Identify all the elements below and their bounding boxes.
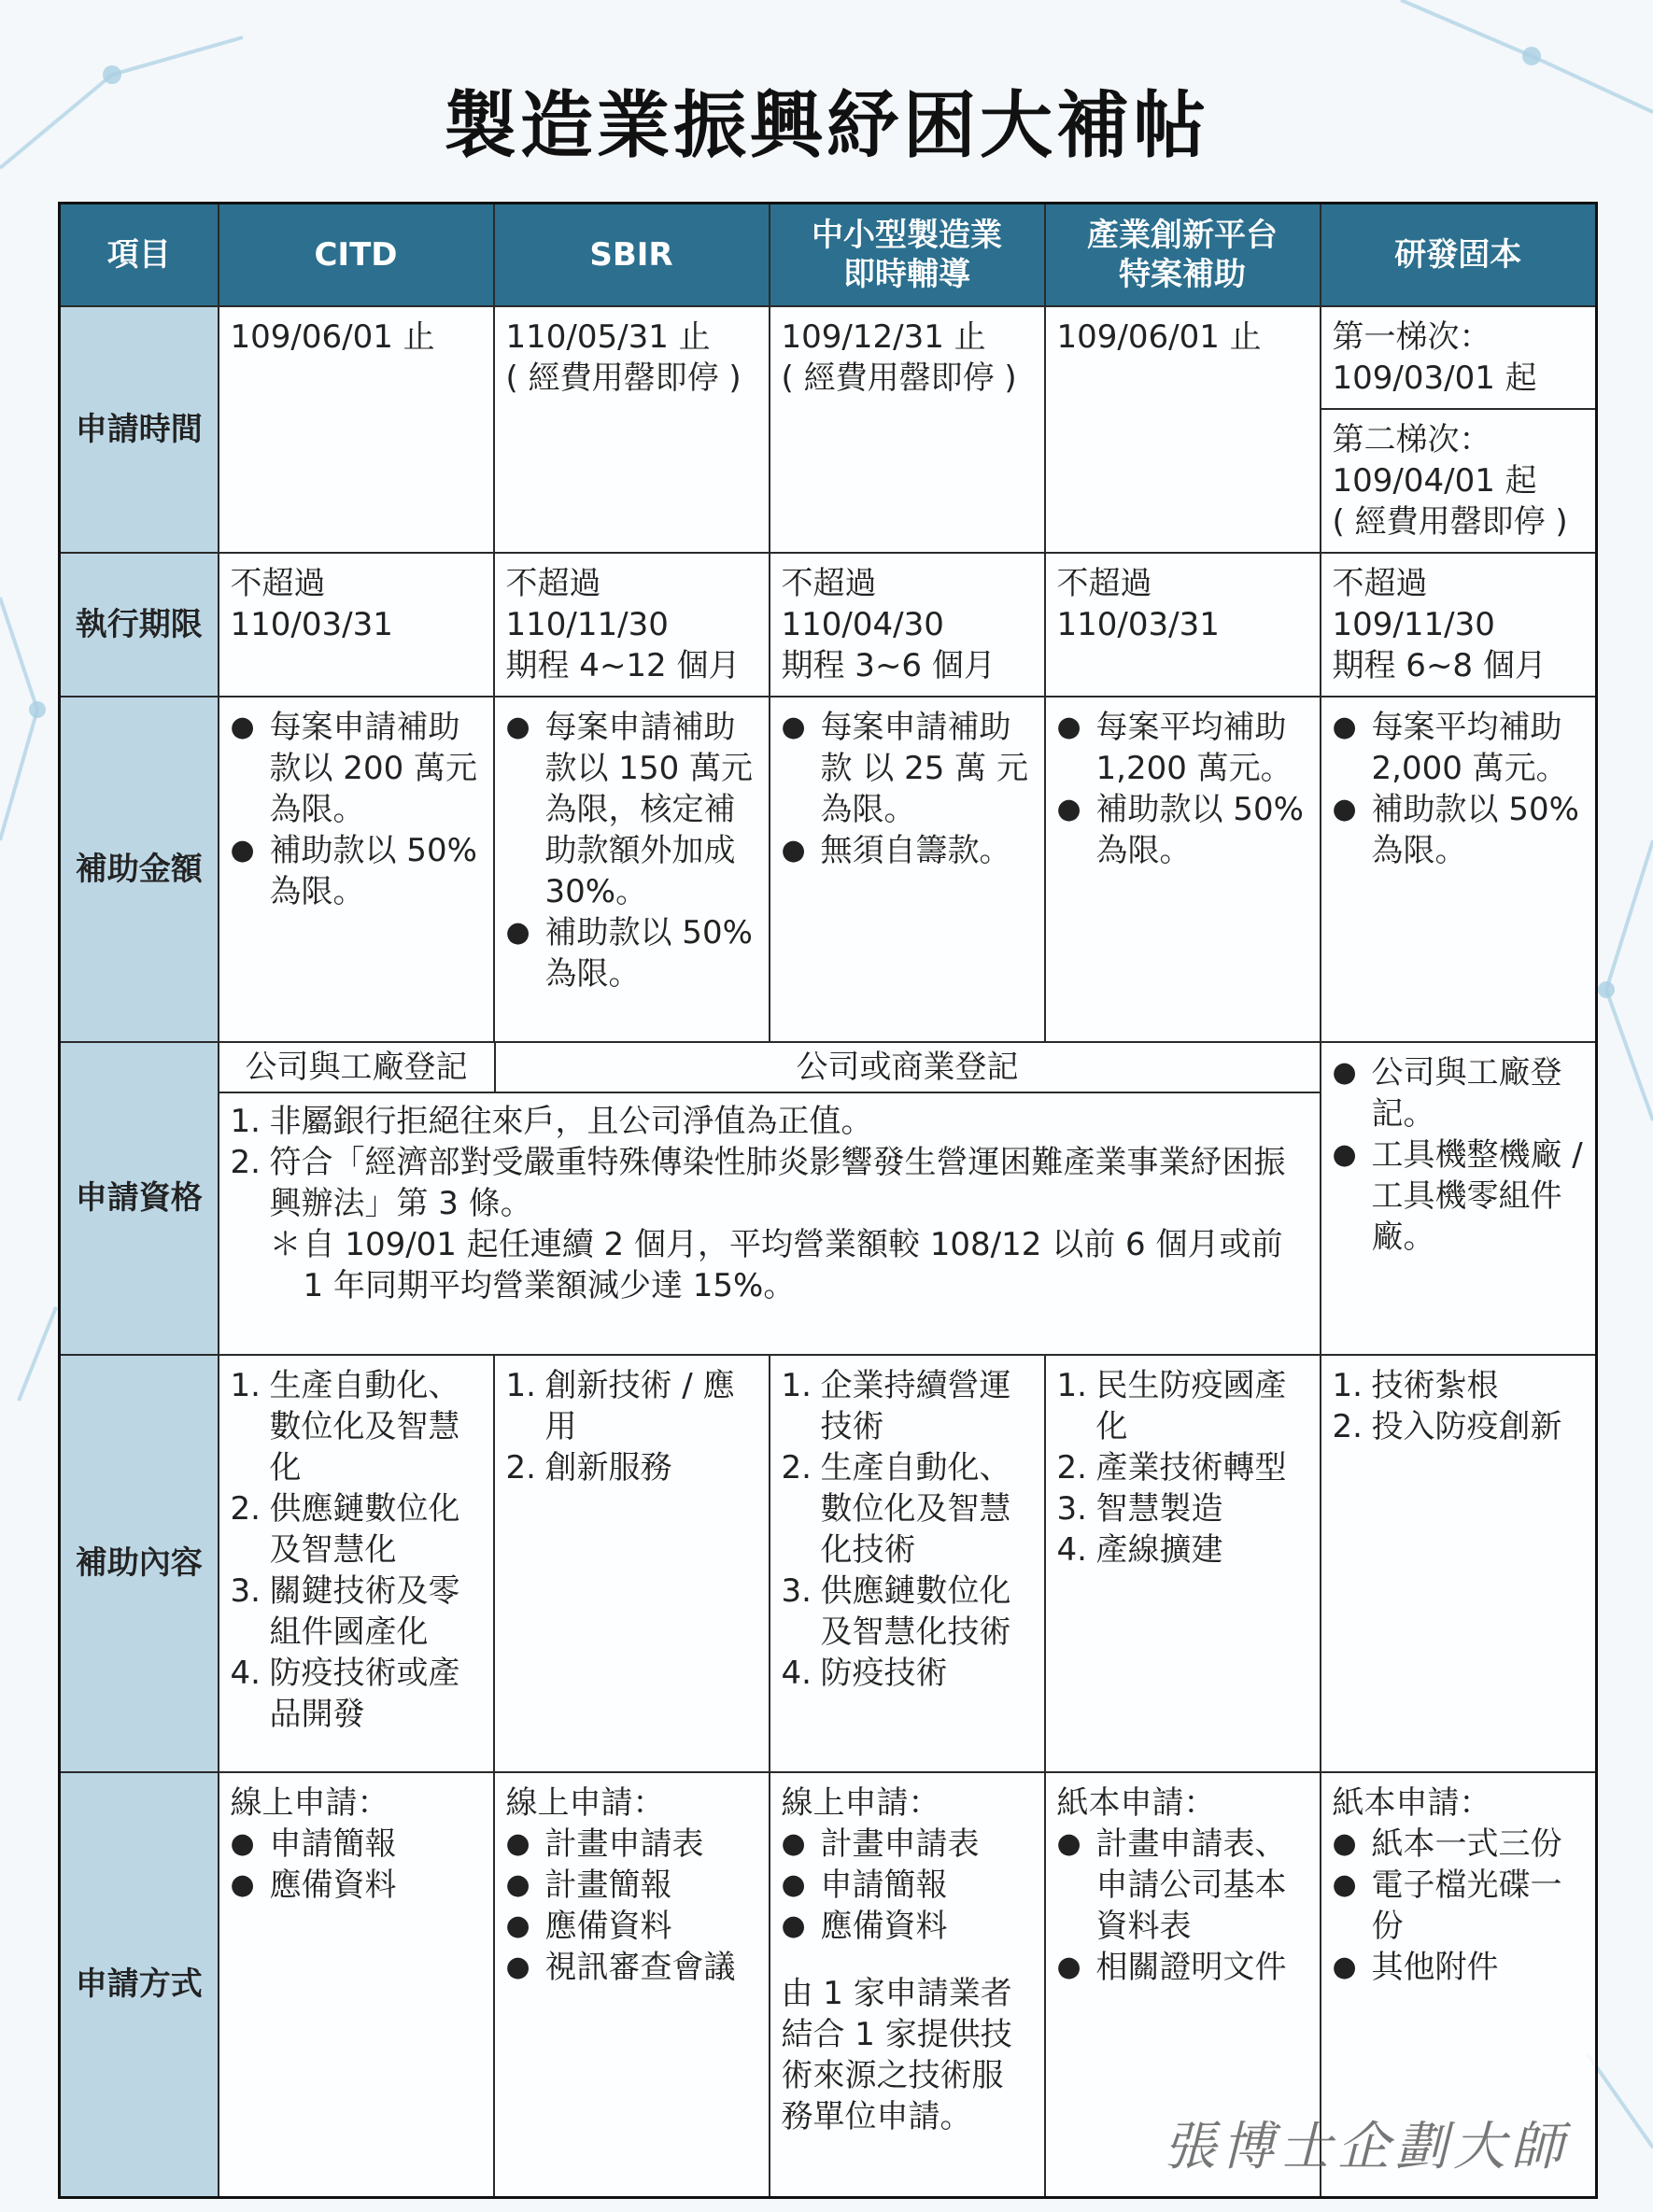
list-item: 1. 創新技術 / 應用 (505, 1366, 735, 1445)
apply-time-platform: 109/06/01 止 (1045, 306, 1321, 553)
method-citd: 線上申請： ● 申請簡報 ● 應備資料 (219, 1772, 494, 2198)
list-item: ● 電子檔光碟一份 (1333, 1865, 1585, 1947)
amount-platform (1045, 697, 1321, 1042)
qualification-rd (1321, 1042, 1597, 1355)
qualification-list (231, 1101, 1308, 1224)
amount-sbir (494, 697, 770, 1042)
header-sbir: SBIR (494, 204, 770, 306)
list-item: 1. 民生防疫國產化 (1056, 1366, 1287, 1445)
list-item: ● 補助款以 50% 為限。 (506, 912, 757, 994)
list-item: ● 公司與工廠登記。 (1333, 1052, 1585, 1134)
row-label-content: 補助內容 (60, 1355, 219, 1772)
period-rd: 不超過 109/11/30 期程 6~8 個月 (1321, 553, 1597, 697)
list-item: 2. 供應鏈數位化及智慧化 (230, 1489, 460, 1569)
list-item: ● 補助款以 50% 為限。 (1057, 789, 1308, 871)
amount-citd (219, 697, 494, 1042)
qualification-note: ＊ 自 109/01 起任連續 2 個月，平均營業額較 108/12 以前 6 個月或前 1 年同期平均營業額減少達 15%。 (269, 1225, 1283, 1304)
method-sme: 線上申請： ● 計畫申請表 ● 申請簡報 ● 應備資料 由 1 家申請業者結合 1 家提供技術來源之技術服務單位申請。 (770, 1772, 1045, 2198)
citd-registration: 公司與工廠登記 (219, 1043, 496, 1092)
sme-method-note: 由 1 家申請業者結合 1 家提供技術來源之技術服務單位申請。 (781, 1974, 1012, 2135)
period-citd: 不超過 110/03/31 (219, 553, 494, 697)
list-item: ● 補助款以 50% 為限。 (231, 830, 482, 912)
list-item: ● 無須自籌款。 (782, 830, 1033, 871)
apply-time-sbir: 110/05/31 止 ( 經費用罄即停 ) (494, 306, 770, 553)
header-sme: 中小型製造業 即時輔導 (770, 204, 1045, 306)
header-rd: 研發固本 (1321, 204, 1597, 306)
asterisk-icon: ＊ (269, 1225, 302, 1263)
list-item: 2. 符合「經濟部對受嚴重特殊傳染性肺炎影響發生營運困難產業事業紓困振興辦法」第 3 條。 (230, 1143, 1286, 1222)
subsidy-comparison-table (58, 202, 1598, 2199)
list-item: ● 應備資料 (231, 1865, 482, 1906)
apply-time-sme: 109/12/31 止 ( 經費用罄即停 ) (770, 306, 1045, 553)
list-item: 4. 產線擴建 (1056, 1530, 1223, 1569)
period-sbir: 不超過 110/11/30 期程 4~12 個月 (494, 553, 770, 697)
list-item: ● 申請簡報 (782, 1865, 1033, 1906)
list-item: 1. 生產自動化、數位化及智慧化 (230, 1366, 460, 1486)
list-item: ● 工具機整機廠 / 工具機零組件廠。 (1333, 1134, 1585, 1258)
row-label-qualification: 申請資格 (60, 1042, 219, 1355)
table-header-row (60, 204, 1597, 306)
list-item: ● 視訊審查會議 (506, 1947, 757, 1988)
amount-sme (770, 697, 1045, 1042)
list-item: ● 補助款以 50% 為限。 (1333, 789, 1585, 871)
row-label-amount: 補助金額 (60, 697, 219, 1042)
row-apply-time (60, 306, 1597, 553)
rd-phase-2: 第二梯次： 109/04/01 起 ( 經費用罄即停 ) (1332, 420, 1568, 541)
list-item: 2. 投入防疫創新 (1332, 1407, 1562, 1445)
row-label-method: 申請方式 (60, 1772, 219, 2198)
apply-time-citd: 109/06/01 止 (219, 306, 494, 553)
content-rd (1321, 1355, 1597, 1772)
list-item: ● 計畫申請表、申請公司基本資料表 (1057, 1824, 1308, 1947)
row-content (60, 1355, 1597, 1772)
content-sme (770, 1355, 1045, 1772)
rd-phase-1: 第一梯次： 109/03/01 起 (1321, 307, 1596, 410)
header-platform: 產業創新平台 特案補助 (1045, 204, 1321, 306)
list-item: ● 相關證明文件 (1057, 1947, 1308, 1988)
list-item: ● 計畫申請表 (782, 1824, 1033, 1865)
header-citd: CITD (219, 204, 494, 306)
row-label-period: 執行期限 (60, 553, 219, 697)
list-item: ● 紙本一式三份 (1333, 1824, 1585, 1865)
apply-time-rd (1321, 306, 1597, 553)
amount-rd (1321, 697, 1597, 1042)
list-item: 3. 智慧製造 (1056, 1489, 1223, 1528)
row-label-apply-time: 申請時間 (60, 306, 219, 553)
list-item: 1. 企業持續營運技術 (781, 1366, 1011, 1445)
qualification-shared (219, 1042, 1321, 1355)
row-period (60, 553, 1597, 697)
row-qualification (60, 1042, 1597, 1355)
period-platform: 不超過 110/03/31 (1045, 553, 1321, 697)
list-item: 2. 產業技術轉型 (1056, 1448, 1287, 1486)
list-item: ● 每案申請補助款 以 25 萬 元為限。 (782, 707, 1033, 830)
list-item: 4. 防疫技術或產品開發 (230, 1654, 460, 1733)
list-item: ● 每案申請補助款以 200 萬元為限。 (231, 707, 482, 830)
list-item: ● 每案平均補助 2,000 萬元。 (1333, 707, 1585, 789)
content-sbir (494, 1355, 770, 1772)
list-item: 2. 創新服務 (505, 1448, 672, 1486)
header-item: 項目 (60, 204, 219, 306)
list-item: 3. 關鍵技術及零組件國產化 (230, 1571, 460, 1651)
list-item: ● 每案平均補助 1,200 萬元。 (1057, 707, 1308, 789)
list-item: 1. 技術紮根 (1332, 1366, 1499, 1404)
registration-requirements (219, 1043, 1320, 1093)
list-item: 4. 防疫技術 (781, 1654, 948, 1692)
method-sbir: 線上申請： ● 計畫申請表 ● 計畫簡報 ● 應備資料 ● 視訊審查會議 (494, 1772, 770, 2198)
list-item: ● 應備資料 (782, 1906, 1033, 1947)
list-item: 3. 供應鏈數位化及智慧化技術 (781, 1571, 1011, 1651)
method-platform: 紙本申請： ● 計畫申請表、申請公司基本資料表 ● 相關證明文件 (1045, 1772, 1321, 2198)
method-rd: 紙本申請： ● 紙本一式三份 ● 電子檔光碟一份 ● 其他附件 (1321, 1772, 1597, 2198)
list-item: 2. 生產自動化、數位化及智慧化技術 (781, 1448, 1011, 1569)
list-item: ● 其他附件 (1333, 1947, 1585, 1988)
list-item: ● 申請簡報 (231, 1824, 482, 1865)
list-item: ● 每案申請補助款以 150 萬元為限，核定補助款額外加成 30%。 (506, 707, 757, 912)
period-sme: 不超過 110/04/30 期程 3~6 個月 (770, 553, 1045, 697)
signature-watermark: 張博士企劃大師 (1164, 2117, 1569, 2177)
list-item: ● 計畫申請表 (506, 1824, 757, 1865)
content-citd (219, 1355, 494, 1772)
row-amount (60, 697, 1597, 1042)
page-title: 製造業振興紓困大補帖 (443, 84, 1209, 168)
list-item: ● 應備資料 (506, 1906, 757, 1947)
others-registration: 公司或商業登記 (796, 1048, 1019, 1086)
list-item: 1. 非屬銀行拒絕往來戶，且公司淨值為正值。 (230, 1102, 873, 1140)
content-platform (1045, 1355, 1321, 1772)
list-item: ● 計畫簡報 (506, 1865, 757, 1906)
